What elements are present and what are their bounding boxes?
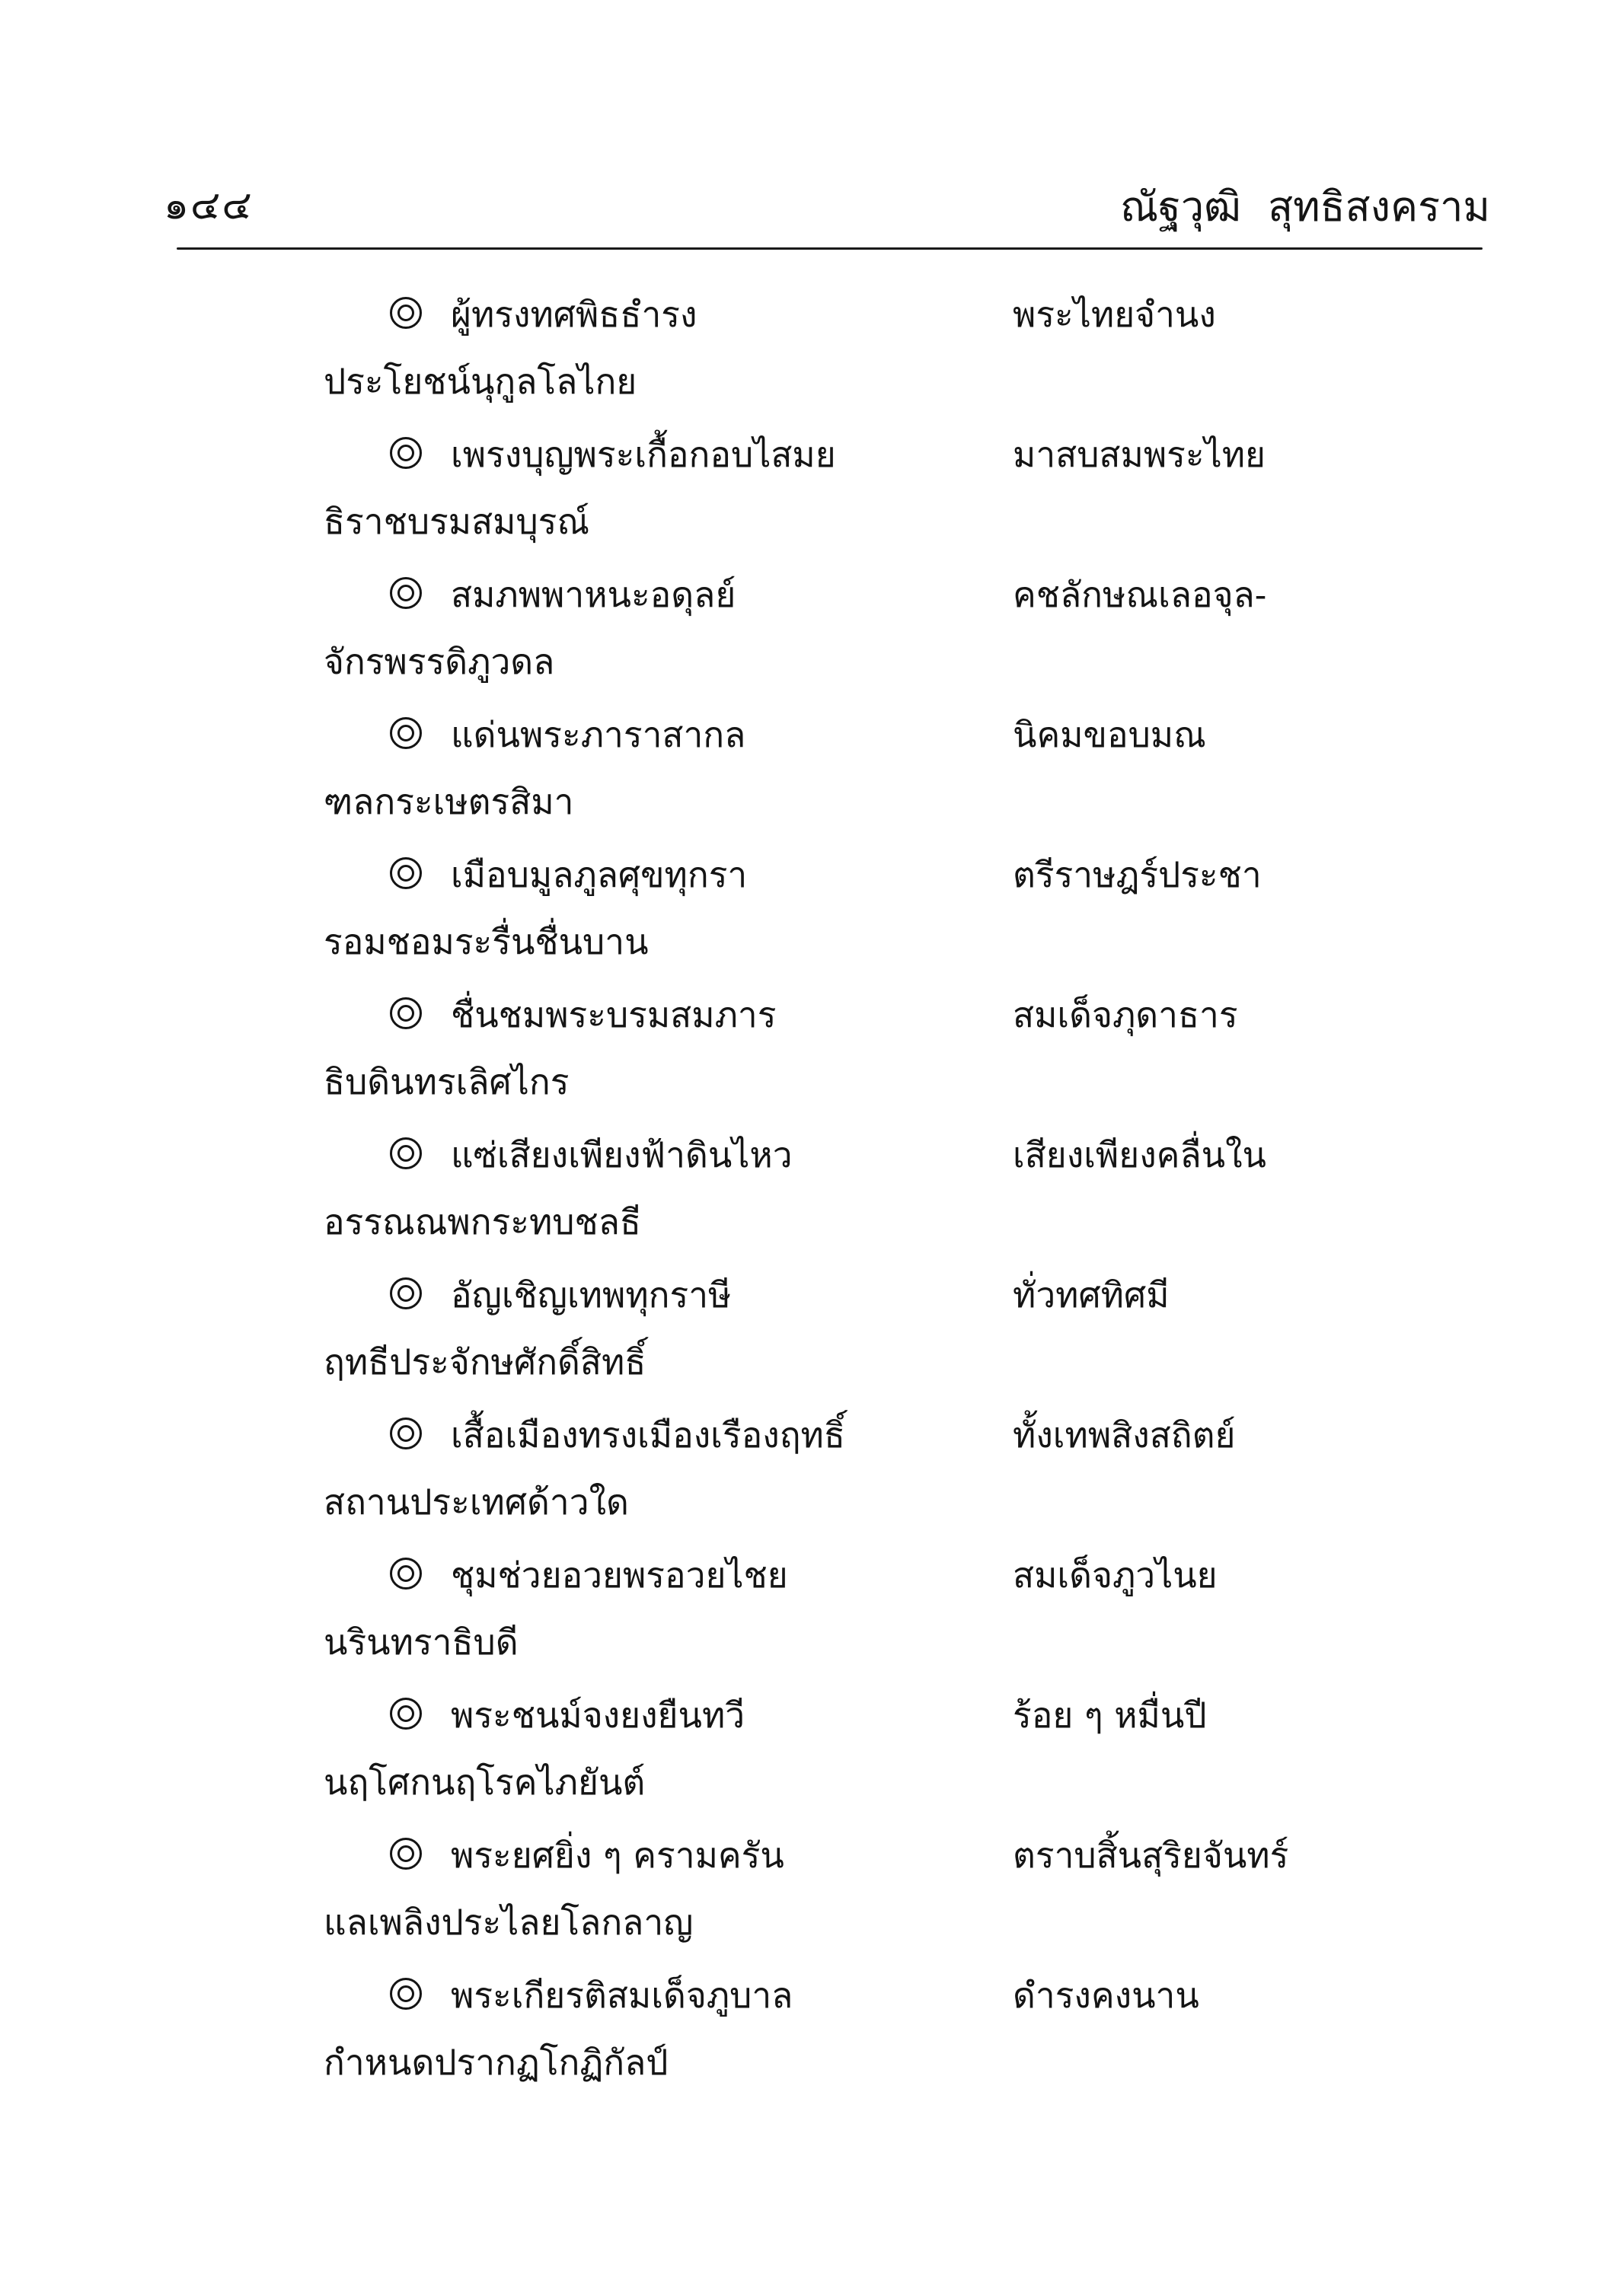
verse-second-line: ธิราชบรมสมบุรณ์ [324, 501, 590, 542]
verse-first-hemistich: ชื่นชมพระบรมสมภาร [451, 994, 777, 1035]
verse-second-hemistich: ร้อย ๆ หมื่นปี [1013, 1695, 1207, 1736]
bullseye-icon [390, 1558, 422, 1590]
bullseye-icon [390, 1137, 422, 1169]
verse-first-line [0, 1274, 1612, 1319]
verse-first-hemistich: ชุมช่วยอวยพรอวยไชย [451, 1555, 788, 1596]
verse-first-hemistich: เสื้อเมืองทรงเมืองเรืองฤทธิ์ [451, 1414, 845, 1456]
bullseye-icon [390, 577, 422, 609]
verse-first-line [0, 433, 1612, 479]
bullseye-icon [390, 1698, 422, 1730]
verse-first-line [0, 1694, 1612, 1740]
verse-stanza [0, 1414, 1612, 1554]
verse-first-line [0, 1134, 1612, 1179]
verse-second-line: แลเพลิงประไลยโลกลาญ [324, 1902, 694, 1943]
verse-first-hemistich: พระชนม์จงยงยืนทวี [451, 1695, 745, 1736]
running-title: ณัฐวุฒิ สุทธิสงคราม [1119, 183, 1490, 231]
verse-first-line [0, 573, 1612, 619]
verse-second-line: นรินทราธิบดี [324, 1622, 519, 1663]
verse-second-line: สถานประเทศด้าวใด [324, 1481, 629, 1523]
verse-second-hemistich: มาสบสมพระไทย [1013, 434, 1266, 475]
verse-stanza [0, 1834, 1612, 1974]
verse-second-line: ฤทธีประจักษศักดิ์สิทธิ์ [324, 1341, 646, 1382]
verse-first-line [0, 1834, 1612, 1880]
verse-first-line [0, 1554, 1612, 1599]
verse-stanza [0, 1974, 1612, 2114]
verse-first-hemistich: แด่นพระภาราสากล [451, 714, 746, 755]
verse-first-hemistich: เพรงบุญพระเกื้อกอบไสมย [451, 434, 836, 475]
verse-first-hemistich: แซ่เสียงเพียงฟ้าดินไหว [451, 1134, 793, 1175]
verse-second-hemistich: สมเด็จภุดาธาร [1013, 994, 1238, 1035]
bullseye-icon [390, 857, 422, 889]
verse-second-hemistich: ตรีราษฎร์ประชา [1013, 854, 1262, 895]
verse-stanza [0, 713, 1612, 853]
verse-second-line: กำหนดปรากฏโกฏิกัลป์ [324, 2042, 669, 2083]
verse-first-line [0, 1974, 1612, 2020]
verse-second-hemistich: คชลักษณเลอจุล- [1013, 574, 1267, 615]
verse-stanza [0, 573, 1612, 713]
bullseye-icon [390, 1978, 422, 2010]
page-number: ๑๔๔ [164, 183, 254, 228]
verse-second-hemistich: เสียงเพียงคลื่นใน [1013, 1134, 1266, 1175]
verse-second-line: นฤโศกนฤโรคไภยันต์ [324, 1762, 646, 1803]
bullseye-icon [390, 1417, 422, 1449]
verse-stanza [0, 1694, 1612, 1834]
verse-second-line: ฑลกระเษตรสิมา [324, 781, 574, 822]
verse-stanza [0, 1274, 1612, 1414]
verse-second-hemistich: นิคมขอบมณ [1013, 714, 1206, 755]
verse-second-hemistich: ดำรงคงนาน [1013, 1975, 1199, 2016]
bullseye-icon [390, 297, 422, 329]
verse-first-hemistich: ผู้ทรงทศพิธธำรง [451, 294, 697, 335]
verse-second-line: ธิบดินทรเลิศไกร [324, 1061, 570, 1102]
verse-second-line: อรรณณพกระทบชลธี [324, 1201, 641, 1242]
bullseye-icon [390, 437, 422, 469]
bullseye-icon [390, 997, 422, 1029]
verse-first-hemistich: เมือบมูลภูลศุขทุกรา [451, 854, 748, 895]
verse-stanza [0, 293, 1612, 433]
verse-first-line [0, 853, 1612, 899]
verse-stanza [0, 1134, 1612, 1274]
verse-first-line [0, 1414, 1612, 1459]
bullseye-icon [390, 1277, 422, 1309]
verse-second-hemistich: สมเด็จภูวไนย [1013, 1555, 1218, 1596]
verse-first-line [0, 293, 1612, 339]
verse-stanza [0, 853, 1612, 993]
verse-second-hemistich: ทั่วทศทิศมี [1013, 1274, 1170, 1315]
bullseye-icon [390, 1838, 422, 1870]
verse-second-hemistich: ทั้งเทพสิงสถิตย์ [1013, 1414, 1236, 1456]
verse-first-hemistich: พระยศยิ่ง ๆ ครามครัน [451, 1835, 784, 1876]
verse-first-hemistich: สมภพพาหนะอดุลย์ [451, 574, 736, 615]
verse-second-line: รอมชอมระรื่นชื่นบาน [324, 921, 649, 962]
verse-second-line: ประโยชน์นุกูลโลไกย [324, 361, 637, 402]
verse-stanza [0, 1554, 1612, 1694]
verse-first-line [0, 713, 1612, 759]
verse-second-hemistich: พระไทยจำนง [1013, 294, 1216, 335]
verse-first-hemistich: พระเกียรติสมเด็จภูบาล [451, 1975, 793, 2016]
verse-second-hemistich: ตราบสิ้นสุริยจันทร์ [1013, 1835, 1289, 1876]
bullseye-icon [390, 717, 422, 749]
verse-stanza [0, 433, 1612, 573]
verse-first-hemistich: อัญเชิญเทพทุกราษี [451, 1274, 732, 1315]
header-rule [177, 247, 1483, 250]
verse-stanza [0, 993, 1612, 1134]
verse-second-line: จักรพรรดิภูวดล [324, 641, 555, 682]
verse-first-line [0, 993, 1612, 1039]
